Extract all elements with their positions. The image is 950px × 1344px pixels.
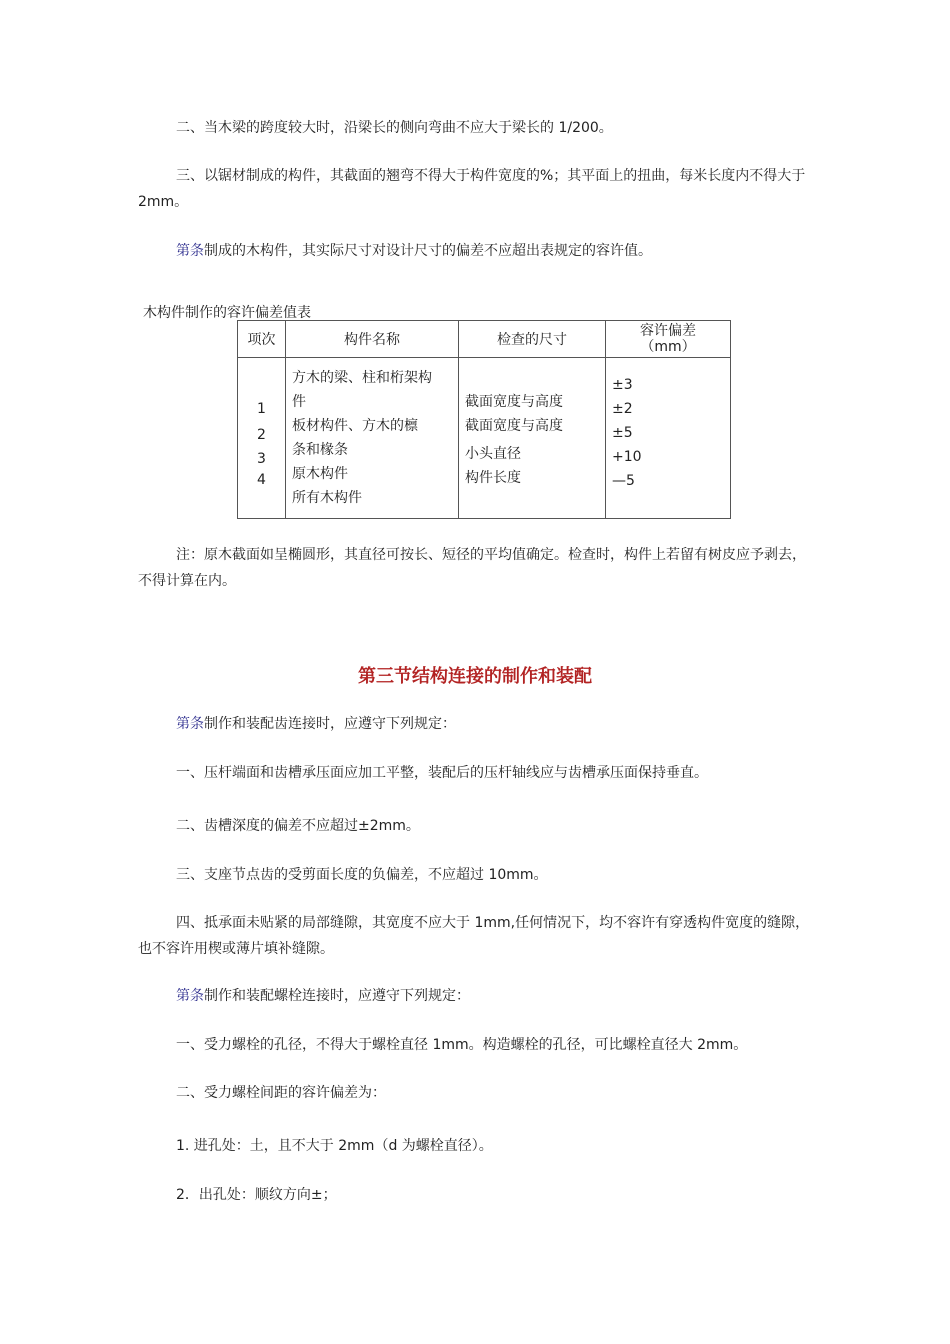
paragraph-bolt-joint-article bbox=[138, 983, 813, 1009]
cell-check-dimensions bbox=[459, 358, 606, 519]
component-name-line: 所有木构件 bbox=[292, 490, 362, 506]
article-prefix: 第条 bbox=[176, 243, 204, 259]
component-name-line: 件 bbox=[292, 394, 306, 410]
paragraph-tooth-joint-article bbox=[138, 711, 813, 737]
header-item-no: 项次 bbox=[238, 321, 286, 358]
header-tolerance bbox=[606, 321, 731, 358]
tolerance-value: +10 bbox=[612, 449, 642, 465]
paragraph-bearing-gap: 四、抵承面未贴紧的局部缝隙，其宽度不应大于 1mm,任何情况下，均不容许有穿透构件宽度的缝隙，也不容许用楔或薄片填补缝隙。 bbox=[138, 915, 810, 957]
tolerance-value: ±3 bbox=[612, 377, 633, 393]
component-name-line: 板材构件、方木的檩 bbox=[292, 418, 418, 434]
table-header-row bbox=[238, 321, 731, 358]
paragraph-compression-member: 一、压杆端面和齿槽承压面应加工平整，装配后的压杆轴线应与齿槽承压面保持垂直。 bbox=[176, 765, 708, 781]
paragraph-shear-length: 三、支座节点齿的受剪面长度的负偏差，不应超过 10mm。 bbox=[176, 867, 548, 883]
tolerance-value: ±5 bbox=[612, 425, 633, 441]
cell-tolerances bbox=[606, 358, 731, 519]
table-caption: 木构件制作的容许偏差值表 bbox=[143, 305, 311, 321]
paragraph-bolt-spacing: 二、受力螺栓间距的容许偏差为： bbox=[176, 1085, 386, 1101]
paragraph-beam-bending: 二、当木梁的跨度较大时，沿梁长的侧向弯曲不应大于梁长的 1/200。 bbox=[176, 120, 613, 136]
tolerance-value: —5 bbox=[612, 473, 635, 489]
paragraph-groove-depth: 二、齿槽深度的偏差不应超过±2mm。 bbox=[176, 818, 420, 834]
article-text: 制成的木构件，其实际尺寸对设计尺寸的偏差不应超出表规定的容许值。 bbox=[204, 243, 652, 259]
paragraph-sawn-timber: 三、以锯材制成的构件，其截面的翘弯不得大于构件宽度的%；其平面上的扭曲，每米长度内不得大于 2mm。 bbox=[138, 168, 806, 210]
header-tolerance-label: 容许偏差 bbox=[640, 323, 696, 339]
article-text: 制作和装配齿连接时，应遵守下列规定： bbox=[204, 716, 456, 732]
check-dimension-line: 截面宽度与高度 bbox=[465, 394, 563, 410]
tolerance-value: ±2 bbox=[612, 401, 633, 417]
header-component-name: 构件名称 bbox=[286, 321, 459, 358]
article-text: 制作和装配螺栓连接时，应遵守下列规定： bbox=[204, 988, 470, 1004]
article-prefix: 第条 bbox=[176, 716, 204, 732]
table-note: 注：原木截面如呈椭圆形，其直径可按长、短径的平均值确定。检查时，构件上若留有树皮应予剥去，不得计算在内。 bbox=[138, 547, 806, 589]
check-dimension-line: 截面宽度与高度 bbox=[465, 418, 563, 434]
paragraph-bolt-hole-diameter: 一、受力螺栓的孔径，不得大于螺栓直径 1mm。构造螺栓的孔径，可比螺栓直径大 2mm。 bbox=[176, 1037, 748, 1053]
article-prefix: 第条 bbox=[176, 988, 204, 1004]
component-name-line: 条和椽条 bbox=[292, 442, 348, 458]
paragraph-exit-hole: 2．出孔处：顺纹方向±； bbox=[176, 1187, 337, 1203]
check-dimension-line: 小头直径 bbox=[465, 446, 521, 462]
item-number: 4 bbox=[257, 472, 266, 488]
header-check-dimension: 检查的尺寸 bbox=[459, 321, 606, 358]
component-name-line: 方木的梁、柱和桁架构 bbox=[292, 370, 432, 386]
item-number: 1 bbox=[257, 401, 266, 417]
header-tolerance-unit: （mm） bbox=[640, 339, 696, 355]
item-number: 3 bbox=[257, 451, 266, 467]
component-name-line: 原木构件 bbox=[292, 466, 348, 482]
table-row bbox=[238, 358, 731, 519]
paragraph-entry-hole: 1. 进孔处：土，且不大于 2mm（d 为螺栓直径）。 bbox=[176, 1138, 493, 1154]
paragraph-article-tolerance bbox=[138, 238, 813, 264]
tolerance-table bbox=[237, 320, 731, 519]
cell-component-names bbox=[286, 358, 459, 519]
section-title: 第三节结构连接的制作和装配 bbox=[358, 666, 592, 687]
item-number: 2 bbox=[257, 427, 266, 443]
check-dimension-line: 构件长度 bbox=[465, 470, 521, 486]
cell-item-numbers bbox=[238, 358, 286, 519]
